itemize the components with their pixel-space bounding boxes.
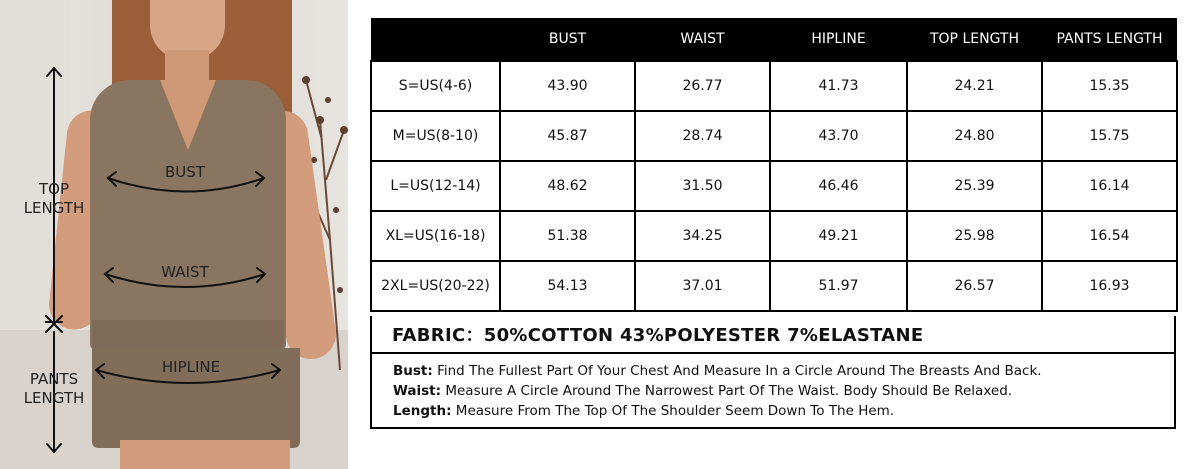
header-size: [371, 18, 500, 61]
table-row: [371, 111, 1177, 161]
table-row: [371, 211, 1177, 261]
size-cell: 2XL=US(20-22): [371, 261, 500, 311]
table-header-row: [371, 18, 1177, 61]
bust-cell: 43.90: [500, 61, 635, 111]
size-cell: S=US(4-6): [371, 61, 500, 111]
size-cell: M=US(8-10): [371, 111, 500, 161]
bust-cell: 48.62: [500, 161, 635, 211]
note-text: Find The Fullest Part Of Your Chest And Measure In a Circle Around The Breasts And Back.: [432, 363, 1042, 379]
bust-cell: 51.38: [500, 211, 635, 261]
fabric-composition: FABRIC：50%COTTON 43%POLYESTER 7%ELASTANE: [372, 316, 1174, 354]
note-term: Bust:: [393, 363, 433, 379]
hipline-cell: 51.97: [770, 261, 907, 311]
header-bust: BUST: [500, 18, 635, 61]
waist-cell: 26.77: [635, 61, 770, 111]
note-bust: [393, 361, 1174, 381]
note-term: Waist:: [393, 383, 442, 399]
top-length-cell: 24.21: [907, 61, 1042, 111]
pants-length-cell: 15.35: [1042, 61, 1177, 111]
waist-cell: 37.01: [635, 261, 770, 311]
size-chart-table: [370, 18, 1178, 312]
table-row: [371, 61, 1177, 111]
table-row: [371, 161, 1177, 211]
size-cell: L=US(12-14): [371, 161, 500, 211]
bust-cell: 54.13: [500, 261, 635, 311]
header-top-length: TOP LENGTH: [907, 18, 1042, 61]
waist-cell: 28.74: [635, 111, 770, 161]
hipline-label: HIPLINE: [161, 358, 221, 376]
note-length: [393, 401, 1174, 421]
top-length-cell: 25.98: [907, 211, 1042, 261]
header-pants-length: PANTS LENGTH: [1042, 18, 1177, 61]
model-photo: [0, 0, 348, 469]
note-term: Length:: [393, 403, 452, 419]
pants-length-cell: 15.75: [1042, 111, 1177, 161]
pants-length-cell: 16.54: [1042, 211, 1177, 261]
hipline-cell: 46.46: [770, 161, 907, 211]
bust-cell: 45.87: [500, 111, 635, 161]
top-length-cell: 26.57: [907, 261, 1042, 311]
note-waist: [393, 381, 1174, 401]
measurement-notes: [372, 354, 1174, 421]
top-length-cell: 24.80: [907, 111, 1042, 161]
pants-length-cell: 16.93: [1042, 261, 1177, 311]
hipline-cell: 43.70: [770, 111, 907, 161]
note-text: Measure A Circle Around The Narrowest Part Of The Waist. Body Should Be Relaxed.: [441, 383, 1013, 399]
top-length-label: TOP LENGTH: [23, 180, 85, 217]
hipline-cell: 49.21: [770, 211, 907, 261]
header-hipline: HIPLINE: [770, 18, 907, 61]
table-row: [371, 261, 1177, 311]
pants-length-label: PANTS LENGTH: [23, 370, 85, 407]
waist-cell: 31.50: [635, 161, 770, 211]
fabric-and-notes-box: [370, 316, 1176, 429]
waist-label: WAIST: [161, 263, 209, 281]
note-text: Measure From The Top Of The Shoulder Seem Down To The Hem.: [451, 403, 895, 419]
pants-length-cell: 16.14: [1042, 161, 1177, 211]
waist-cell: 34.25: [635, 211, 770, 261]
size-cell: XL=US(16-18): [371, 211, 500, 261]
header-waist: WAIST: [635, 18, 770, 61]
top-length-cell: 25.39: [907, 161, 1042, 211]
bust-label: BUST: [165, 163, 205, 181]
hipline-cell: 41.73: [770, 61, 907, 111]
